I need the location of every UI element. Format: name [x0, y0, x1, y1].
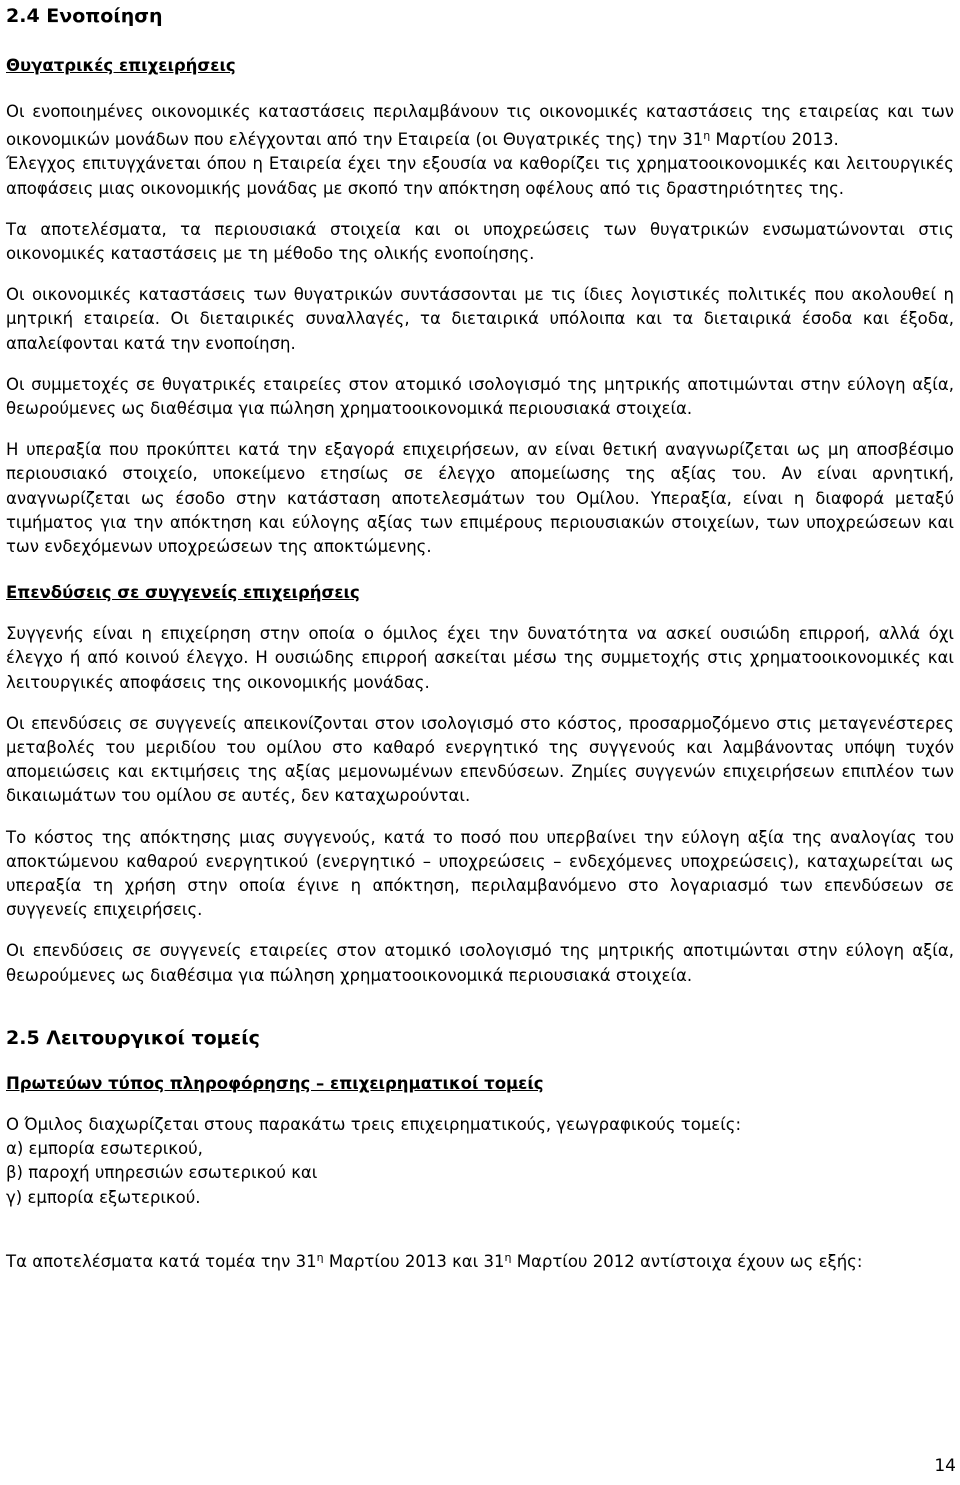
- paragraph-goodwill: Η υπεραξία που προκύπτει κατά την εξαγορά επιχειρήσεων, αν είναι θετική αναγνωρίζεται ως μη αποσβέσιμο περιουσιακό στοιχείο, υποκείμενο ετησίως σε έλεγχο απομείωσης της αξίας του. Αν είναι αρνητική, αναγνωρίζεται ως έσοδο στην κατάσταση αποτελεσμάτων του Ομίλου. Υπεραξία, είναι η διαφορά μεταξύ τιμήματος για την απόκτηση και εύλογης αξίας των επιμέρους περιουσιακών στοιχείων, των υποχρεώσεων και των ενδεχόμενων υποχρεώσεων της αποκτώμενης.: [6, 440, 954, 557]
- associates-heading: Επενδύσεις σε συγγενείς επιχειρήσεις: [6, 583, 360, 603]
- paragraph-associate-definition: Συγγενής είναι η επιχείρηση στην οποία ο όμιλος έχει την δυνατότητα να ασκεί ουσιώδη επιρροή, αλλά όχι έλεγχο ή από κοινού έλεγχο. Η ουσιώδης επιρροή ασκείται μέσω της συμμετοχής στις χρηματοοικονομικές και λειτουργικές αποφάσεις της οικονομικής μονάδας.: [6, 624, 954, 692]
- paragraph-accounting-policies: Οι οικονομικές καταστάσεις των θυγατρικών συντάσσονται με τις ίδιες λογιστικές πολιτικές που ακολουθεί η μητρική εταιρεία. Οι διεταιρικές συναλλαγές, τα διεταιρικά υπόλοιπα και τα διεταιρικά έσοδα και έξοδα, απαλείφονται κατά την ενοποίηση.: [6, 285, 954, 353]
- section-title-consolidation: 2.4 Ενοποίηση: [6, 5, 163, 27]
- paragraph-consolidated-statements: [6, 100, 954, 152]
- segment-results-line: [6, 1251, 954, 1271]
- subsidiaries-heading: Θυγατρικές επιχειρήσεις: [6, 56, 236, 75]
- paragraph-results-incorporation: Τα αποτελέσματα, τα περιουσιακά στοιχεία και οι υποχρεώσεις των θυγατρικών ενσωματώνονται στις οικονομικές καταστάσεις με τη μέθοδο της ολικής ενοποίησης.: [6, 219, 954, 264]
- paragraph-text: Οι ενοποιημένες οικονομικές καταστάσεις περιλαμβάνουν τις οικονομικές καταστάσεις της εταιρείας και των οικονομικών μονάδων που ελέγχονται από την Εταιρεία (οι Θυγατρικές της) την 31: [6, 102, 954, 150]
- paragraph-associate-acquisition-cost: Το κόστος της απόκτησης μιας συγγενούς, κατά το ποσό που υπερβαίνει την εύλογη αξία της αναλογίας του αποκτώμενου καθαρού ενεργητικού (ενεργητικό – υποχρεώσεις – ενδεχόμενες υποχρεώσεις), καταχωρείται ως υπεραξία τη χρήση στην οποία έγινε η απόκτηση, περιλαμβανόμενο στο λογαριασμό των επενδύσεων σε συγγενείς επιχειρήσεις.: [6, 827, 954, 920]
- document-page: [6, 0, 954, 1271]
- paragraph-participations-fair-value: Οι συμμετοχές σε θυγατρικές εταιρείες στον ατομικό ισολογισμό της μητρικής αποτιμώνται στην εύλογη αξία, θεωρούμενες ως διαθέσιμα για πώληση χρηματοοικονομικά περιουσιακά στοιχεία.: [6, 374, 954, 419]
- superscript: η: [504, 1250, 512, 1264]
- superscript: η: [703, 129, 711, 143]
- paragraph-associate-fair-value: Οι επενδύσεις σε συγγενείς εταιρείες στον ατομικό ισολογισμό της μητρικής αποτιμώνται στην εύλογη αξία, θεωρούμενες ως διαθέσιμα για πώληση χρηματοοικονομικά περιουσιακά στοιχεία.: [6, 941, 954, 985]
- paragraph-associate-cost: Οι επενδύσεις σε συγγενείς απεικονίζονται στον ισολογισμό στο κόστος, προσαρμοζόμενο στις μεταγενέστερες μεταβολές του μεριδίου του ομίλου στο καθαρό ενεργητικό της συγγενούς και λαμβάνοντας υπόψη τυχόν απομειώσεις και εκτιμήσεις της αξίας μεμονωμένων επενδύσεων. Ζημίες συγγενών επιχειρήσεων επιπλέον των δικαιωμάτων του ομίλου σε αυτές, δεν καταχωρούνται.: [6, 713, 954, 806]
- paragraph-text: Μαρτίου 2012 αντίστοιχα έχουν ως εξής:: [511, 1251, 863, 1271]
- segment-list-item: α) εμπορία εσωτερικού,: [6, 1139, 203, 1159]
- segment-list-item: γ) εμπορία εξωτερικού.: [6, 1187, 201, 1207]
- primary-reporting-heading: Πρωτεύων τύπος πληροφόρησης – επιχειρηματικοί τομείς: [6, 1073, 544, 1093]
- section-title-operating-segments: 2.5 Λειτουργικοί τομείς: [6, 1026, 260, 1049]
- paragraph-text: Μαρτίου 2013 και 31: [323, 1251, 505, 1271]
- superscript: η: [316, 1250, 324, 1264]
- segment-list-item: β) παροχή υπηρεσιών εσωτερικού και: [6, 1163, 318, 1183]
- page-number: 14: [934, 1456, 956, 1476]
- paragraph-control: Έλεγχος επιτυγχάνεται όπου η Εταιρεία έχει την εξουσία να καθορίζει τις χρηματοοικονομικές και λειτουργικές αποφάσεις μιας οικονομικής μονάδας με σκοπό την απόκτηση οφέλους από τις δραστηριότητες της.: [6, 154, 954, 198]
- segments-intro: Ο Όμιλος διαχωρίζεται στους παρακάτω τρεις επιχειρηματικούς, γεωγραφικούς τομείς:: [6, 1114, 742, 1134]
- paragraph-text: Μαρτίου 2013.: [710, 130, 839, 150]
- paragraph-text: Τα αποτελέσματα κατά τομέα την 31: [6, 1251, 317, 1271]
